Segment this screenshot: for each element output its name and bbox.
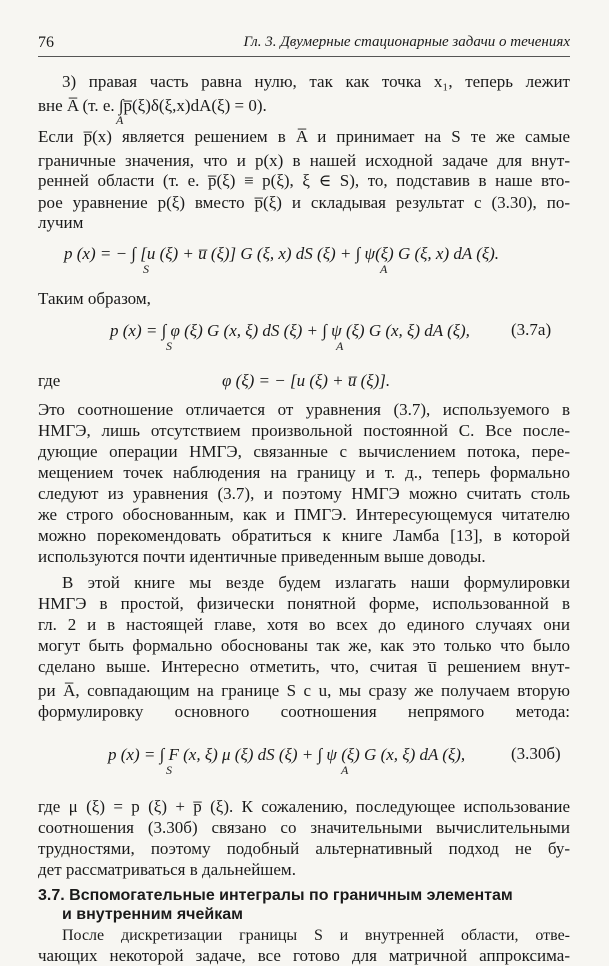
- section-heading-line1: 3.7. Вспомогательные интегралы по граничным элементам: [38, 887, 513, 904]
- page-header: [38, 30, 570, 57]
- para3-line: НМГЭ в простой, физически понятной форме, использованной в: [38, 594, 570, 613]
- para2-line: Это соотношение отличается от уравнения (3.7), используемого в: [38, 400, 570, 419]
- para1-line: граничные значения, что и p(x) в нашей исходной задаче для внут-: [38, 151, 570, 170]
- equation-3-7a-sub-s: S: [166, 339, 172, 353]
- running-title: Гл. 3. Двумерные стационарные задачи о течениях: [243, 34, 570, 50]
- para3-line: формулировку основного соотношения непрямого метода:: [38, 702, 570, 721]
- para2-line: дующие операции НМГЭ, связанные с вычислением потока, пере-: [38, 442, 570, 461]
- para2-line: мещением точек наблюдения на границу и т. д., теперь формально: [38, 463, 570, 482]
- para2-line: следуют из уравнения (3.7), и поэтому НМГЭ можно считать столь: [38, 484, 570, 503]
- para3-line: гл. 2 и в настоящей главе, хотя во всех до единого случаях они: [38, 615, 570, 634]
- para3-line: В этой книге мы везде будем излагать наши формулировки: [62, 573, 570, 592]
- para3-line: ри A̅, совпадающим на границе S с u, мы сразу же получаем вторую: [38, 681, 570, 700]
- where-formula: φ (ξ) = − [u (ξ) + u̅ (ξ)].: [222, 371, 391, 390]
- equation-3-30b-sub-a: A: [341, 763, 349, 777]
- item3-line1: 3) правая часть равна нулю, так как точка x₁, теперь лежит: [62, 72, 570, 91]
- para2-line: можно порекомендовать обратиться к книге Ламба [13], в которой: [38, 526, 570, 545]
- takim-line: Таким образом,: [38, 289, 151, 308]
- where-word: где: [38, 371, 61, 390]
- para5-line: После дискретизации границы S и внутренней области, отве-: [62, 927, 570, 944]
- item3-line2: вне A̅ (т. е. ∫p̅(ξ)δ(ξ,x)dA(ξ) = 0).: [38, 96, 267, 115]
- equation-3-7a-sub-a: A: [336, 339, 344, 353]
- equation-number-3-30b: (3.30б): [511, 744, 561, 763]
- para5-line: чающих некоторой задаче, все готово для матричной аппроксима-: [38, 946, 570, 965]
- para1-line: рое уравнение p(ξ) вместо p̅(ξ) и складывая результат с (3.30), по-: [38, 193, 570, 212]
- para1-line: Если p̅(x) является решением в A̅ и принимает на S те же самые: [38, 127, 570, 146]
- para4-line: дет рассматриваться в дальнейшем.: [38, 860, 296, 879]
- page-number: 76: [38, 34, 54, 51]
- equation-a-sub-a: A: [380, 262, 388, 276]
- equation-a: p (x) = − ∫ [u (ξ) + u̅ (ξ)] G (ξ, x) dS (ξ) + ∫ ψ(ξ) G (ξ, x) dA (ξ).: [64, 244, 500, 263]
- item3-sub-a: A: [116, 113, 124, 127]
- section-heading-line2: и внутренним ячейкам: [62, 906, 243, 923]
- para3-line: могут быть формально обоснованы так же, как это только что было: [38, 636, 570, 655]
- equation-3-30b: p (x) = ∫ F (x, ξ) μ (ξ) dS (ξ) + ∫ ψ (ξ) G (x, ξ) dA (ξ),: [108, 745, 466, 764]
- para4-line: соотношения (3.30б) связано со значительными вычислительными: [38, 818, 570, 837]
- para2-line: используются почти идентичные приведенным выше доводы.: [38, 547, 486, 566]
- para3-line: сделано выше. Интересно отметить, что, считая u̅ решением внут-: [38, 657, 570, 676]
- para2-line: же строго обоснованным, как и ПМГЭ. Интересующемуся читателю: [38, 505, 570, 524]
- para1-line: лучим: [38, 213, 84, 232]
- equation-number-3-7a: (3.7а): [511, 320, 552, 339]
- equation-3-7a: p (x) = ∫ φ (ξ) G (x, ξ) dS (ξ) + ∫ ψ (ξ) G (x, ξ) dA (ξ),: [110, 321, 470, 340]
- para2-line: НМГЭ, лишь отсутствием произвольной постоянной C. Все после-: [38, 421, 570, 440]
- para4-line: где μ (ξ) = p (ξ) + p̅ (ξ). К сожалению, последующее использование: [38, 797, 570, 816]
- para4-line: трудностями, поэтому подобный альтернативный подход не бу-: [38, 839, 570, 858]
- equation-a-sub-s: S: [143, 262, 149, 276]
- equation-3-30b-sub-s: S: [166, 763, 172, 777]
- para1-line: ренней области (т. е. p̅(ξ) ≡ p(ξ), ξ ∈ S), то, подставив в наше вто-: [38, 171, 570, 190]
